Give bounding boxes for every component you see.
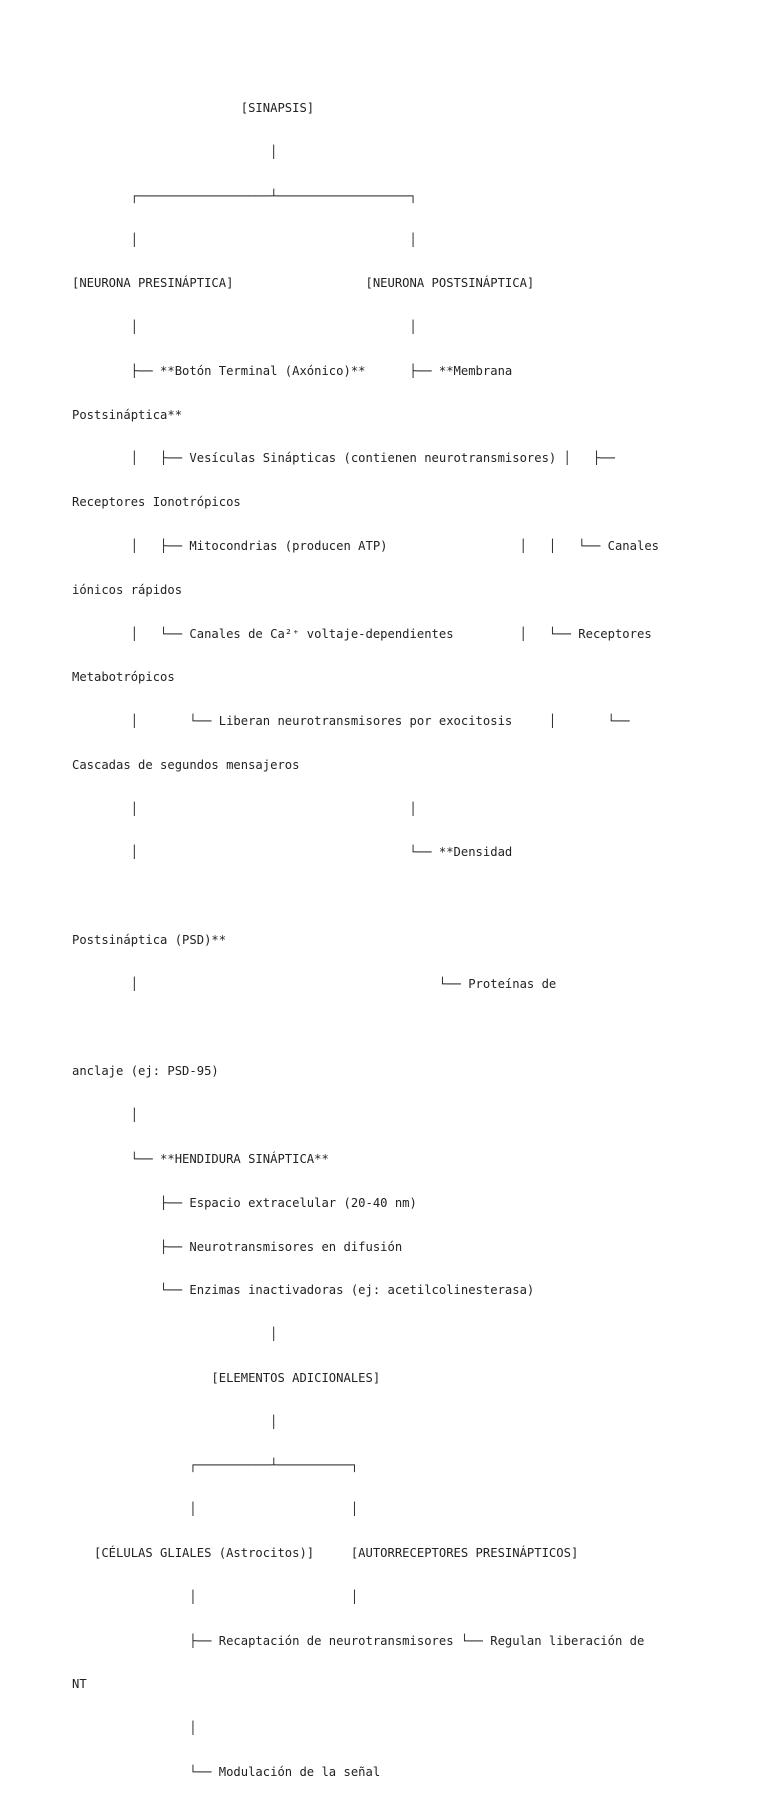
diagram-line bbox=[72, 889, 712, 904]
synapse-text-diagram bbox=[72, 72, 712, 1809]
diagram-line: Postsináptica** bbox=[72, 407, 183, 422]
diagram-line: └── Modulación de la señal bbox=[72, 1764, 381, 1779]
diagram-line: Metabotrópicos bbox=[72, 670, 175, 685]
diagram-line: └── Enzimas inactivadoras (ej: acetilcolinesterasa) bbox=[72, 1283, 535, 1298]
diagram-line bbox=[72, 1021, 712, 1036]
diagram-line: │ │ bbox=[72, 801, 417, 816]
diagram-line: [ELEMENTOS ADICIONALES] bbox=[72, 1370, 381, 1385]
diagram-line: │ bbox=[72, 144, 278, 159]
diagram-line: ├── Espacio extracelular (20-40 nm) bbox=[72, 1195, 417, 1210]
diagram-line: │ bbox=[72, 1721, 197, 1736]
diagram-line: │ ├── Mitocondrias (producen ATP) │ │ └── Canales bbox=[72, 539, 659, 553]
diagram-line: NT bbox=[72, 1677, 87, 1692]
diagram-line: │ bbox=[72, 1108, 139, 1123]
diagram-line: iónicos rápidos bbox=[72, 582, 183, 597]
diagram-line: Cascadas de segundos mensajeros bbox=[72, 757, 300, 772]
diagram-line: │ │ bbox=[72, 232, 417, 247]
diagram-line: ├── Recaptación de neurotransmisores └── Regulan liberación de bbox=[72, 1633, 645, 1648]
diagram-line: │ └── Canales de Ca²⁺ voltaje-dependientes │ └── Receptores bbox=[72, 626, 652, 641]
diagram-line: │ ├── Vesículas Sinápticas (contienen neurotransmisores) │ ├── bbox=[72, 451, 615, 466]
diagram-line: │ │ bbox=[72, 320, 417, 335]
diagram-line: ┌──────────┴──────────┐ bbox=[72, 1458, 359, 1473]
diagram-line: ├── Neurotransmisores en difusión bbox=[72, 1239, 403, 1254]
diagram-line: │ └── **Densidad bbox=[72, 845, 513, 860]
diagram-line: │ └── Proteínas de bbox=[72, 976, 557, 991]
diagram-line: ┌──────────────────┴──────────────────┐ bbox=[72, 188, 417, 203]
diagram-line: │ │ bbox=[72, 1502, 359, 1517]
diagram-line: [CÉLULAS GLIALES (Astrocitos)] [AUTORRECEPTORES PRESINÁPTICOS] bbox=[72, 1545, 579, 1560]
diagram-line: Postsináptica (PSD)** bbox=[72, 933, 227, 948]
diagram-line: [SINAPSIS] bbox=[72, 101, 315, 116]
diagram-line: │ bbox=[72, 1414, 278, 1429]
diagram-line: ├── **Botón Terminal (Axónico)** ├── **Membrana bbox=[72, 363, 513, 378]
diagram-line: └── **HENDIDURA SINÁPTICA** bbox=[72, 1151, 329, 1166]
diagram-line: Receptores Ionotrópicos bbox=[72, 495, 241, 510]
diagram-line: │ └── Liberan neurotransmisores por exocitosis │ └── bbox=[72, 714, 630, 729]
diagram-line: │ bbox=[72, 1327, 278, 1342]
diagram-line: │ │ bbox=[72, 1589, 359, 1604]
diagram-line: [NEURONA PRESINÁPTICA] [NEURONA POSTSINÁPTICA] bbox=[72, 276, 535, 291]
diagram-line: anclaje (ej: PSD-95) bbox=[72, 1064, 219, 1079]
